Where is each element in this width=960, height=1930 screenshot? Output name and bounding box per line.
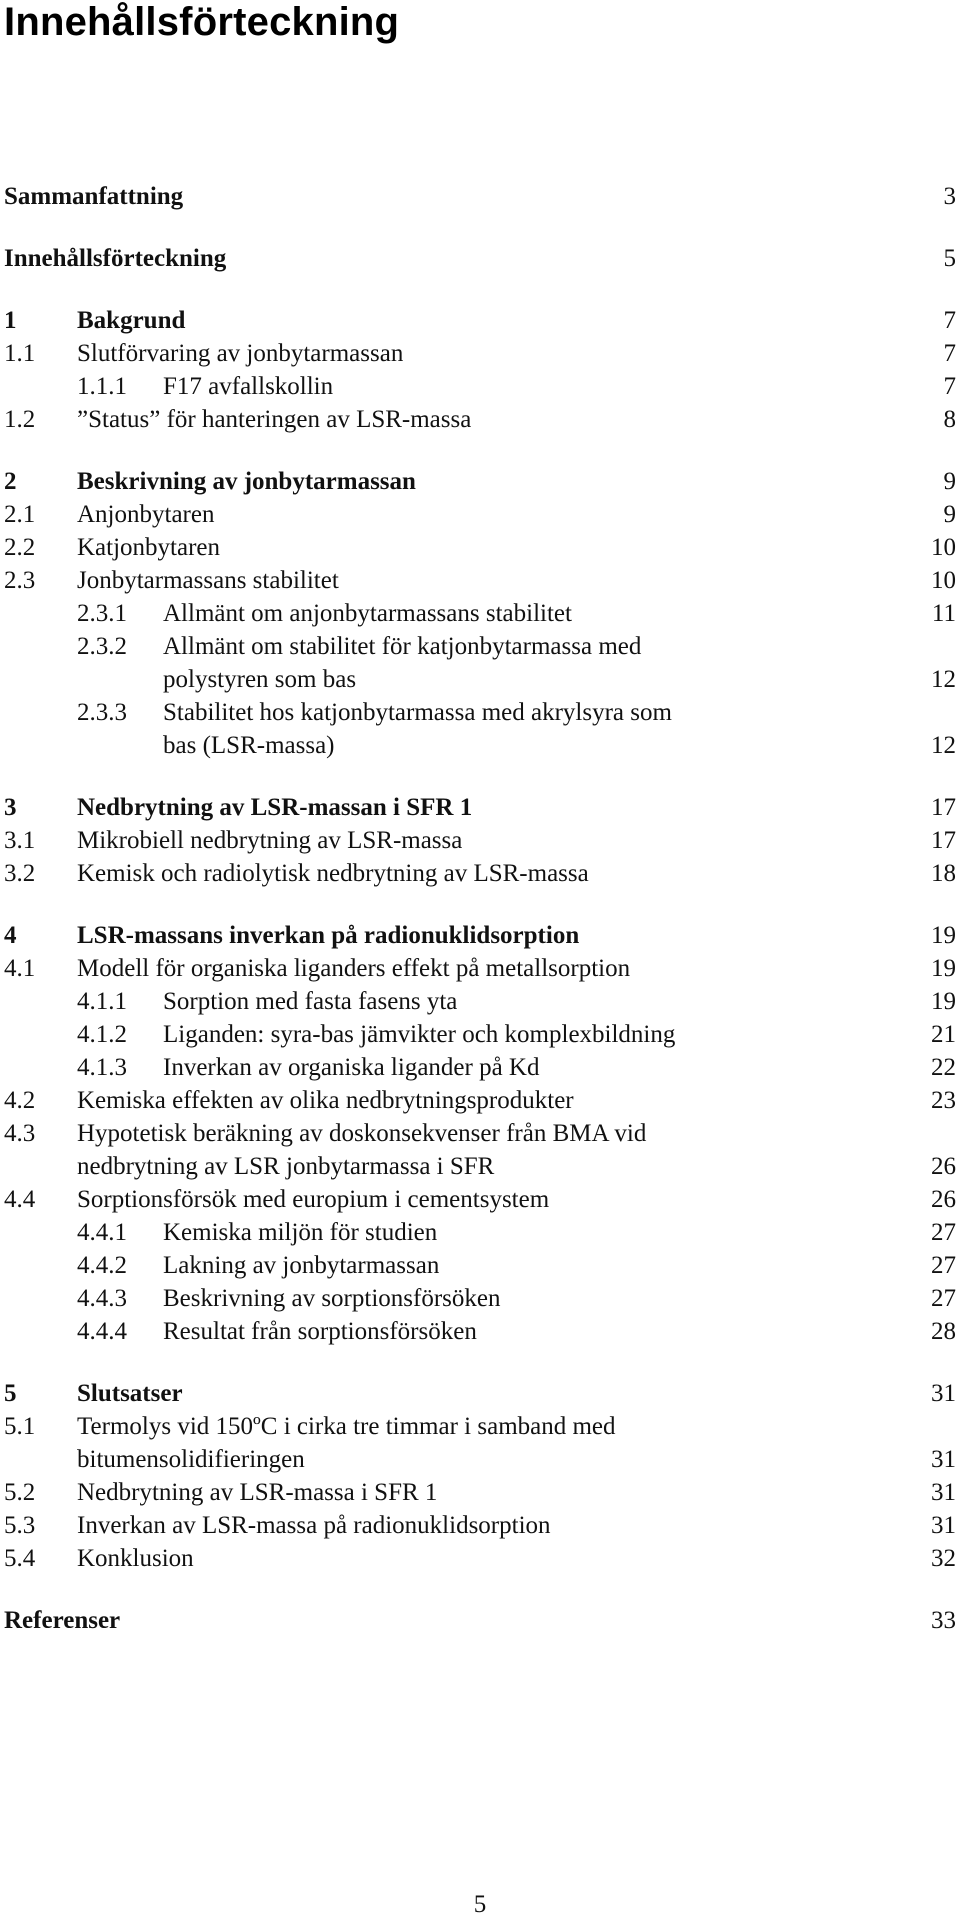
toc-entry-page: 31 — [931, 1479, 956, 1506]
toc-front-entry — [0, 1604, 960, 1638]
toc-entry-title: Jonbytarmassans stabilitet — [77, 567, 339, 594]
toc-entry-page: 12 — [931, 732, 956, 759]
toc-entry-title: Innehållsförteckning — [4, 245, 227, 272]
toc-entry-title: Allmänt om stabilitet för katjonbytarmassa med — [163, 633, 642, 660]
toc-entry-number: 2 — [4, 468, 17, 495]
toc-entry-page: 26 — [931, 1153, 956, 1180]
toc-entry-number: 1.1 — [4, 340, 36, 367]
toc-entry-page: 27 — [931, 1252, 956, 1279]
toc-section-entry — [0, 564, 960, 598]
toc-subsection-entry — [0, 1249, 960, 1283]
toc-entry-page: 19 — [931, 955, 956, 982]
toc-entry-number: 4.2 — [4, 1087, 36, 1114]
toc-entry-page: 19 — [931, 922, 956, 949]
toc-entry-number: 2.1 — [4, 501, 36, 528]
toc-entry-title: Sammanfattning — [4, 183, 184, 210]
toc-entry-number: 4.4.3 — [77, 1285, 127, 1312]
toc-entry-title: Modell för organiska liganders effekt på metallsorption — [77, 955, 631, 982]
toc-entry-title: Kemiska effekten av olika nedbrytningsprodukter — [77, 1087, 574, 1114]
toc-entry-number: 4.1.3 — [77, 1054, 127, 1081]
toc-subsection-entry — [0, 985, 960, 1019]
toc-entry-page: 23 — [931, 1087, 956, 1114]
toc-entry-title: Nedbrytning av LSR-massa i SFR 1 — [77, 1479, 438, 1506]
toc-entry-number: 2.3.1 — [77, 600, 127, 627]
toc-entry-number: 2.3.3 — [77, 699, 127, 726]
toc-subsection-entry — [0, 696, 960, 730]
toc-entry-page: 31 — [931, 1380, 956, 1407]
toc-entry-page: 10 — [931, 567, 956, 594]
toc-entry-page: 17 — [931, 827, 956, 854]
toc-entry-number: 1 — [4, 307, 17, 334]
toc-entry-page: 26 — [931, 1186, 956, 1213]
toc-entry-continuation — [0, 1150, 960, 1184]
toc-subsection-entry — [0, 1315, 960, 1349]
toc-entry-title: Katjonbytaren — [77, 534, 221, 561]
toc-entry-title: F17 avfallskollin — [163, 373, 334, 400]
toc-section-entry — [0, 498, 960, 532]
toc-entry-title: Sorption med fasta fasens yta — [163, 988, 458, 1015]
toc-subsection-entry — [0, 1018, 960, 1052]
toc-chapter-entry — [0, 465, 960, 499]
toc-front-entry — [0, 242, 960, 276]
toc-entry-page: 5 — [943, 245, 956, 272]
page-number: 5 — [473, 1891, 487, 1918]
toc-chapter-entry — [0, 791, 960, 825]
toc-subsection-entry — [0, 1051, 960, 1085]
toc-entry-title: Konklusion — [77, 1545, 194, 1572]
toc-entry-continuation — [0, 663, 960, 697]
toc-entry-number: 2.3.2 — [77, 633, 127, 660]
toc-section-entry — [0, 952, 960, 986]
toc-entry-continuation — [0, 729, 960, 763]
toc-entry-title: Kemisk och radiolytisk nedbrytning av LSR-massa — [77, 860, 589, 887]
toc-entry-number: 4 — [4, 922, 17, 949]
toc-entry-title: polystyren som bas — [163, 666, 357, 693]
toc-entry-page: 31 — [931, 1512, 956, 1539]
toc-entry-page: 9 — [943, 468, 956, 495]
toc-entry-title: Allmänt om anjonbytarmassans stabilitet — [163, 600, 572, 627]
toc-entry-number: 5.2 — [4, 1479, 36, 1506]
toc-entry-page: 31 — [931, 1446, 956, 1473]
toc-chapter-entry — [0, 304, 960, 338]
toc-entry-title: Referenser — [4, 1607, 121, 1634]
toc-section-entry — [0, 824, 960, 858]
toc-entry-number: 3.2 — [4, 860, 36, 887]
toc-subsection-entry — [0, 1282, 960, 1316]
toc-entry-page: 7 — [943, 373, 956, 400]
toc-section-entry — [0, 403, 960, 437]
toc-entry-page: 33 — [931, 1607, 956, 1634]
toc-entry-number: 1.2 — [4, 406, 36, 433]
toc-entry-number: 4.4.4 — [77, 1318, 127, 1345]
toc-entry-number: 4.1.2 — [77, 1021, 127, 1048]
toc-entry-page: 19 — [931, 988, 956, 1015]
toc-entry-title: Bakgrund — [77, 307, 186, 334]
toc-section-entry — [0, 1084, 960, 1118]
toc-entry-page: 11 — [931, 600, 956, 627]
toc-entry-title: Lakning av jonbytarmassan — [163, 1252, 440, 1279]
toc-entry-title: bas (LSR-massa) — [163, 732, 335, 759]
toc-entry-title: bitumensolidifieringen — [77, 1446, 305, 1473]
toc-section-entry — [0, 1542, 960, 1576]
toc-entry-page: 9 — [943, 501, 956, 528]
toc-entry-page: 8 — [943, 406, 956, 433]
toc-entry-number: 4.1 — [4, 955, 36, 982]
toc-section-entry — [0, 1476, 960, 1510]
toc-entry-title: Hypotetisk beräkning av doskonsekvenser från BMA vid — [77, 1120, 647, 1147]
toc-entry-page: 21 — [931, 1021, 956, 1048]
toc-subsection-entry — [0, 630, 960, 664]
toc-entry-page: 28 — [931, 1318, 956, 1345]
toc-entry-number: 5.4 — [4, 1545, 36, 1572]
toc-chapter-entry — [0, 1377, 960, 1411]
toc-entry-continuation — [0, 1443, 960, 1477]
toc-entry-number: 4.4.2 — [77, 1252, 127, 1279]
toc-entry-title: Termolys vid 150ºC i cirka tre timmar i samband med — [77, 1413, 616, 1440]
toc-entry-title: Resultat från sorptionsförsöken — [163, 1318, 477, 1345]
toc-entry-number: 4.4.1 — [77, 1219, 127, 1246]
toc-entry-title: Kemiska miljön för studien — [163, 1219, 438, 1246]
toc-entry-title: Nedbrytning av LSR-massan i SFR 1 — [77, 794, 473, 821]
toc-entry-number: 1.1.1 — [77, 373, 127, 400]
toc-entry-number: 4.3 — [4, 1120, 36, 1147]
toc-subsection-entry — [0, 370, 960, 404]
toc-entry-title: LSR-massans inverkan på radionuklidsorption — [77, 922, 580, 949]
toc-entry-title: Slutsatser — [77, 1380, 183, 1407]
toc-entry-page: 3 — [943, 183, 956, 210]
toc-entry-number: 2.3 — [4, 567, 36, 594]
toc-entry-title: Anjonbytaren — [77, 501, 215, 528]
toc-entry-number: 2.2 — [4, 534, 36, 561]
toc-subsection-entry — [0, 597, 960, 631]
toc-entry-page: 32 — [931, 1545, 956, 1572]
toc-entry-title: Sorptionsförsök med europium i cementsystem — [77, 1186, 550, 1213]
toc-entry-number: 5.1 — [4, 1413, 36, 1440]
toc-section-entry — [0, 1183, 960, 1217]
toc-entry-title: nedbrytning av LSR jonbytarmassa i SFR — [77, 1153, 495, 1180]
toc-entry-page: 22 — [931, 1054, 956, 1081]
toc-entry-page: 27 — [931, 1219, 956, 1246]
toc-entry-page: 7 — [943, 307, 956, 334]
toc-section-entry — [0, 1117, 960, 1151]
toc-entry-number: 5.3 — [4, 1512, 36, 1539]
toc-entry-title: Beskrivning av sorptionsförsöken — [163, 1285, 501, 1312]
toc-entry-title: Inverkan av LSR-massa på radionuklidsorption — [77, 1512, 551, 1539]
toc-entry-page: 10 — [931, 534, 956, 561]
toc-section-entry — [0, 1509, 960, 1543]
toc-section-entry — [0, 1410, 960, 1444]
toc-entry-title: ”Status” för hanteringen av LSR-massa — [77, 406, 472, 433]
toc-section-entry — [0, 531, 960, 565]
toc-entry-title: Slutförvaring av jonbytarmassan — [77, 340, 404, 367]
toc-front-entry — [0, 180, 960, 214]
toc-entry-page: 12 — [931, 666, 956, 693]
toc-entry-page: 17 — [931, 794, 956, 821]
toc-section-entry — [0, 857, 960, 891]
toc-entry-page: 27 — [931, 1285, 956, 1312]
toc-entry-number: 3 — [4, 794, 17, 821]
toc-entry-page: 18 — [931, 860, 956, 887]
toc-entry-number: 5 — [4, 1380, 17, 1407]
toc-entry-title: Liganden: syra-bas jämvikter och komplexbildning — [163, 1021, 676, 1048]
toc-section-entry — [0, 337, 960, 371]
toc-entry-title: Mikrobiell nedbrytning av LSR-massa — [77, 827, 463, 854]
toc-entry-number: 3.1 — [4, 827, 36, 854]
toc-entry-title: Beskrivning av jonbytarmassan — [77, 468, 416, 495]
toc-subsection-entry — [0, 1216, 960, 1250]
toc-entry-title: Inverkan av organiska ligander på Kd — [163, 1054, 540, 1081]
toc-entry-number: 4.1.1 — [77, 988, 127, 1015]
toc-entry-title: Stabilitet hos katjonbytarmassa med akrylsyra som — [163, 699, 672, 726]
toc-chapter-entry — [0, 919, 960, 953]
toc-entry-number: 4.4 — [4, 1186, 36, 1213]
toc-entry-page: 7 — [943, 340, 956, 367]
page-title: Innehållsförteckning — [4, 0, 400, 44]
